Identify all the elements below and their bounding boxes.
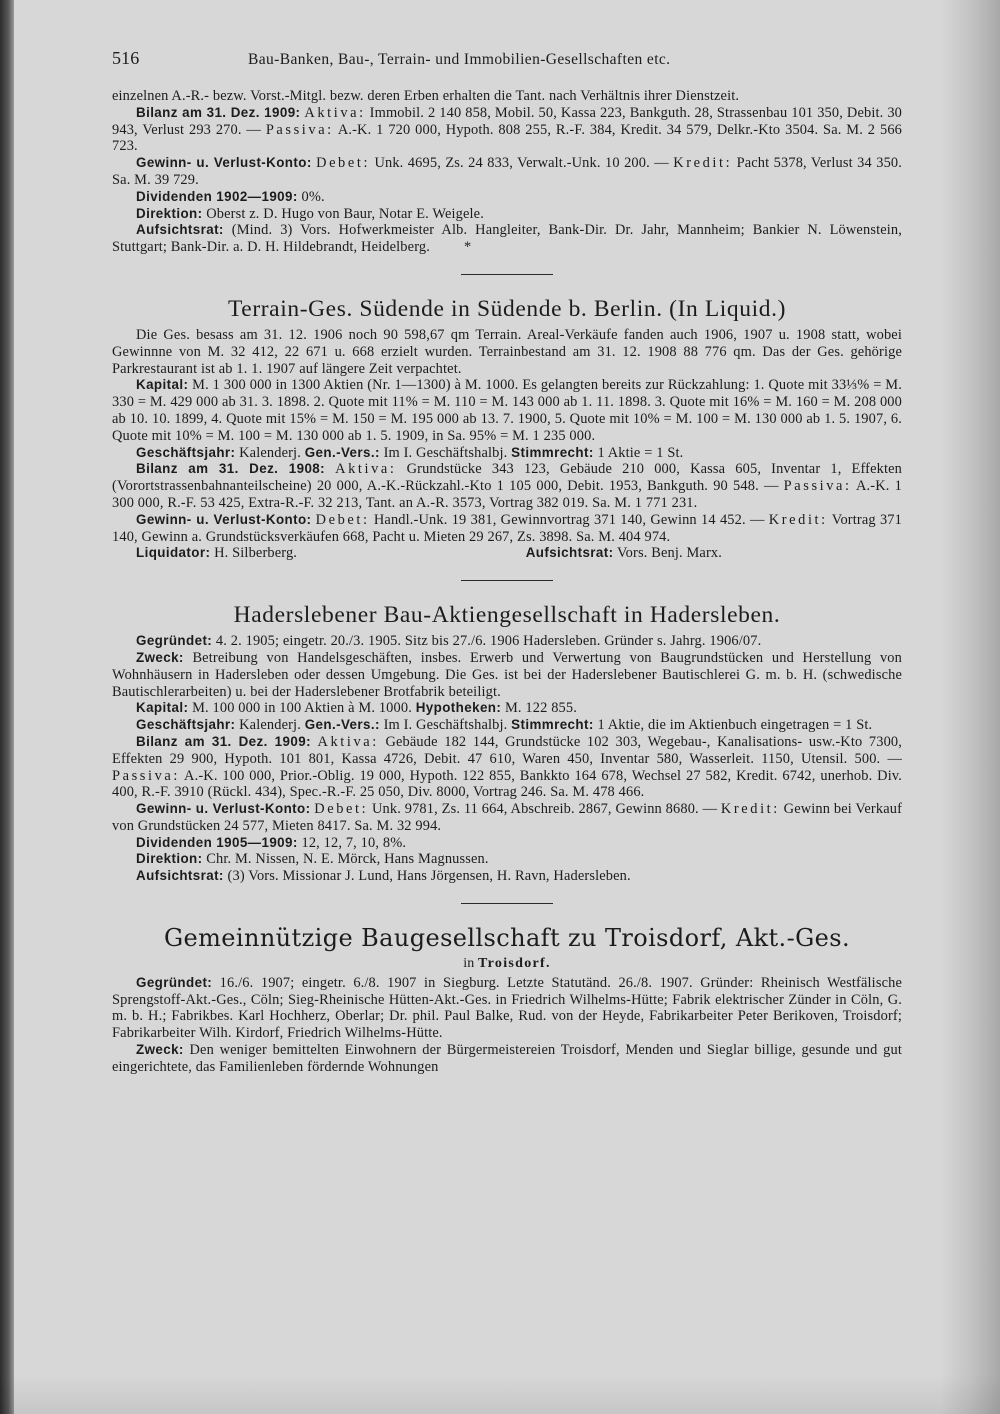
hypotheken-value: M. 122 855. [504, 700, 577, 717]
hadersleben-dividenden [112, 835, 902, 852]
aktiva-word: Aktiva: [335, 461, 397, 478]
gegruendet-label: Gegründet: [136, 974, 213, 990]
gj-label: Geschäftsjahr: [136, 444, 236, 460]
aufsichtsrat-label: Aufsichtsrat: [525, 545, 614, 561]
dividenden-label: Dividenden 1905—1909: [136, 834, 298, 850]
dividenden-value: 12, 12, 7, 10, 8%. [301, 834, 407, 851]
aktiva-values: Immobil. 2 140 858, Mobil. 50, Kassa 223, Bankguth. 28, Strassenbau 101 350, Debit. 30 943, Verlust 293 270. — [112, 104, 903, 138]
debet-values: Unk. 4695, Zs. 24 833, Verwalt.-Unk. 10 200. — [374, 155, 669, 172]
dividenden-values: 0%. [301, 188, 325, 205]
page-fold-shadow [940, 0, 1000, 1414]
bilanz-label: Bilanz am 31. Dez. 1909: [136, 104, 301, 120]
kapital-value: M. 100 000 in 100 Aktien à M. 1000. [192, 700, 412, 717]
dividenden-label: Dividenden 1902—1909: [136, 188, 298, 204]
section-title-troisdorf: Gemeinnützige Baugesellschaft zu Troisdorf, Akt.-Ges. [163, 924, 851, 953]
subtitle-place: Troisdorf. [478, 956, 551, 972]
running-title: Bau-Banken, Bau-, Terrain- und Immobilien-Gesellschaften etc. [248, 51, 671, 68]
page-number: 516 [112, 48, 140, 68]
aufsichtsrat-label: Aufsichtsrat: [136, 222, 224, 238]
direktion-label: Direktion: [136, 851, 203, 867]
terrain-footer-line [112, 545, 902, 562]
zweck-label: Zweck: [136, 1042, 184, 1058]
hypotheken-label: Hypotheken: [415, 700, 502, 716]
page-content [112, 40, 902, 1076]
kredit-values: Vortrag 371 140, Gewinn a. Grundstücksverkäufen 668, Pacht u. Mieten 29 267, Zs. 3898. Sa. M. 404 974. [112, 511, 902, 545]
kredit-values: Pacht 5378, Verlust 34 350. Sa. M. 39 729. [112, 155, 903, 188]
hadersleben-gj [112, 717, 902, 734]
intro-direktion [112, 206, 902, 223]
stimm-value: 1 Aktie = 1 St. [597, 444, 684, 461]
passiva-word: Passiva: [112, 767, 180, 784]
kapital-label: Kapital: [136, 377, 189, 393]
section-divider [461, 274, 553, 275]
passiva-word: Passiva: [265, 121, 334, 138]
subtitle-prefix: in [463, 956, 475, 972]
aufsichtsrat-value: (3) Vors. Missionar J. Lund, Hans Jörgensen, H. Ravn, Hadersleben. [227, 868, 631, 885]
direktion-label: Direktion: [136, 205, 203, 221]
guv-label: Gewinn- u. Verlust-Konto: [136, 155, 312, 171]
gj-value: Kalenderj. [239, 717, 301, 734]
passiva-values: A.-K. 100 000, Prior.-Oblig. 19 000, Hypoth. 122 855, Bankkto 164 678, Wechsel 27 582, Kredit. 6742, unerhob. Div. 400, R.-F. 3910 (Rückl. 434), Spec.-R.-F. 25 050, Div. 8000, Vortrag 246. Sa. M. 478 466. [112, 767, 903, 801]
intro-guv [112, 155, 902, 189]
gj-label: Geschäftsjahr: [136, 717, 236, 733]
section-title-hadersleben: Haderslebener Bau-Aktiengesellschaft in Hadersleben. [233, 602, 781, 629]
kredit-word: Kredit: [673, 155, 733, 172]
terrain-guv [112, 512, 902, 546]
hadersleben-zweck [112, 650, 902, 700]
passiva-values: A.-K. 1 300 000, R.-F. 53 425, Extra-R.-F. 32 213, Tant. an A.-R. 3573, Vortrag 382 019. Sa. M. 1 771 231. [112, 478, 903, 511]
debet-word: Debet: [315, 511, 370, 528]
gv-value: Im I. Geschäftshalbj. [383, 717, 508, 734]
zweck-value: Den weniger bemittelten Einwohnern der Bürgermeistereien Troisdorf, Menden und Sieglar billige, gesunde und gut eingerichtete, das Familienleben fördernde Wohnungen [112, 1042, 903, 1075]
aufsichtsrat-label: Aufsichtsrat: [136, 868, 224, 884]
kapital-label: Kapital: [136, 700, 189, 716]
stimm-label: Stimmrecht: [511, 444, 594, 460]
stimm-label: Stimmrecht: [511, 717, 594, 733]
gegruendet-value: 16./6. 1907; eingetr. 6./8. 1907 in Siegburg. Letzte Statutänd. 26./8. 1907. Gründer: Rheinisch Westfälische Sprengstoff-Akt.-Ges., Cöln; Sieg-Rheinische Hütten-Akt.-Ges. in Friedrich Wilhelms-Hütte; Fabrik elektrischer Zünder in Cöln, G. m. b. H.; Fabrikbes. Karl Hochherz, Oberlar; Dr. phil. Paul Balke, Rud. von der Heyde, Fabrikarbeiter Peter Berikoven, Troisdorf; Fabrikarbeiter Wilh. Kirdorf, Friedrich Wilhelms-Hütte. [112, 974, 902, 1042]
bilanz-label: Bilanz am 31. Dez. 1908: [136, 461, 326, 477]
page-header [112, 40, 902, 88]
terrain-kapital [112, 377, 902, 444]
intro-dividenden [112, 189, 902, 206]
gegruendet-label: Gegründet: [136, 633, 213, 649]
aufsichtsrat-values: (Mind. 3) Vors. Hofwerkmeister Alb. Hangleiter, Bank-Dir. Dr. Jahr, Mannheim; Bankier N. Löwenstein, Stuttgart; Bank-Dir. a. D. H. Hildebrandt, Heidelberg. [112, 222, 902, 256]
section-divider [461, 580, 553, 581]
star-marker: * [463, 239, 472, 256]
hadersleben-guv [112, 801, 902, 835]
guv-label: Gewinn- u. Verlust-Konto: [136, 801, 311, 817]
hadersleben-kapital [112, 700, 902, 717]
guv-label: Gewinn- u. Verlust-Konto: [136, 511, 312, 527]
liquidator [112, 545, 297, 562]
book-spine-shadow [0, 0, 14, 1414]
kredit-word: Kredit: [768, 511, 828, 528]
hadersleben-direktion [112, 851, 902, 868]
gj-value: Kalenderj. [239, 444, 301, 461]
zweck-value: Betreibung von Handelsgeschäften, insbes. Erwerb und Verwertung von Baugrundstücken und Herstellung von Wohnhäusern in Hadersleben oder dessen Umgebung. Die Ges. ist bei der Haderslebener Bautischlerei G. m. b. H. (schwedische Bautischlerarbeiten) u. bei der Haderslebener Brotfabrik beteiligt. [112, 649, 903, 700]
section-subtitle-troisdorf [112, 956, 902, 973]
page-bottom-shadow [0, 1374, 1000, 1414]
bilanz-label: Bilanz am 31. Dez. 1909: [136, 733, 311, 749]
direktion-value: Chr. M. Nissen, N. E. Mörck, Hans Magnussen. [206, 851, 489, 868]
aktiva-word: Aktiva: [317, 733, 379, 750]
passiva-word: Passiva: [783, 478, 852, 495]
section-divider [461, 903, 553, 904]
aktiva-values: Gebäude 182 144, Grundstücke 102 303, Wegebau-, Kanalisations- usw.-Kto 7300, Effekten 29 900, Hypoth. 101 801, Kassa 4726, Debit. 47 610, Waren 450, Inventar 580, Wasserleit. 1150, Utensil. 500. — [112, 733, 903, 767]
stimm-value: 1 Aktie, die im Aktienbuch eingetragen = 1 St. [597, 717, 873, 734]
kapital-values: M. 1 300 000 in 1300 Aktien (Nr. 1—1300) à M. 1000. Es gelangten bereits zur Rückzahlung: 1. Quote mit 33⅓% = M. 330 = M. 429 000 ab 31. 3. 1898. 2. Quote mit 11% = M. 110 = M. 143 000 ab 1. 11. 1898. 3. Quote mit 16% = M. 160 = M. 208 000 ab 10. 10. 1899, 4. Quote mit 15% = M. 150 = M. 195 000 ab 13. 7. 1900, 5. Quote mit 10% = M. 100 = M. 130 000 ab 1. 5. 1907, 6. Quote mit 10% = M. 100 = M. 130 000 ab 1. 5. 1909, in Sa. 95% = M. 1 235 000. [112, 377, 903, 444]
direktion-values: Oberst z. D. Hugo von Baur, Notar E. Weigele. [206, 205, 484, 222]
hadersleben-gegruendet [112, 633, 902, 650]
kredit-values: Gewinn bei Verkauf von Grundstücken 24 577, Mieten 8417. Sa. M. 32 994. [112, 801, 903, 834]
aufsichtsrat-value: Vors. Benj. Marx. [616, 545, 722, 562]
gv-label: Gen.-Vers.: [304, 444, 380, 460]
liquidator-label: Liquidator: [136, 545, 211, 561]
kredit-word: Kredit: [720, 801, 780, 818]
intro-aufsichtsrat [112, 222, 902, 256]
zweck-label: Zweck: [136, 649, 184, 665]
aktiva-values: Grundstücke 343 123, Gebäude 210 000, Kassa 605, Inventar 1, Effekten (Vorortstrassenbahnanteilscheine) 20 000, A.-K.-Rückzahl.-Kto 1 105 000, Debit. 1953, Bankguth. 90 548. — [112, 461, 903, 495]
troisdorf-gegruendet [112, 975, 902, 1042]
troisdorf-zweck [112, 1042, 902, 1076]
hadersleben-bilanz [112, 734, 902, 801]
debet-values: Handl.-Unk. 19 381, Gewinnvortrag 371 140, Gewinn 14 452. — [373, 511, 765, 528]
terrain-bilanz [112, 461, 902, 511]
intro-text: einzelnen A.-R.- bezw. Vorst.-Mitgl. bezw. deren Erben erhalten die Tant. nach Verhältnis ihrer Dienstzeit. [112, 88, 740, 104]
section-title-terrain: Terrain-Ges. Südende in Südende b. Berlin. (In Liquid.) [227, 295, 787, 322]
debet-word: Debet: [316, 155, 371, 172]
terrain-gj [112, 445, 902, 462]
aufsichtsrat [526, 545, 722, 562]
debet-values: Unk. 9781, Zs. 11 664, Abschreib. 2867, Gewinn 8680. — [371, 801, 718, 818]
gv-value: Im I. Geschäftshalbj. [383, 444, 508, 461]
gv-label: Gen.-Vers.: [304, 717, 380, 733]
debet-word: Debet: [314, 801, 369, 818]
intro-bilanz [112, 105, 902, 155]
terrain-intro: Die Ges. besass am 31. 12. 1906 noch 90 598,67 qm Terrain. Areal-Verkäufe fanden auch 1906, 1907 u. 1908 statt, wobei Gewinnne von M. 32 412, 22 671 u. 668 erzielt wurden. Terrainbestand am 31. 12. 1908 88 776 qm. Das der Ges. gehörige Parkrestaurant ist ab 1. 1. 1907 auf längere Zeit verpachtet. [112, 326, 902, 377]
passiva-values: A.-K. 1 720 000, Hypoth. 808 255, R.-F. 384, Kredit. 34 579, Delkr.-Kto 3504. Sa. M. 2 566 723. [112, 121, 903, 155]
hadersleben-aufsichtsrat [112, 868, 902, 885]
gegruendet-value: 4. 2. 1905; eingetr. 20./3. 1905. Sitz bis 27./6. 1906 Hadersleben. Gründer s. Jahrg. 1906/07. [215, 633, 762, 650]
aktiva-word: Aktiva: [304, 104, 366, 121]
liquidator-value: H. Silberberg. [214, 545, 298, 562]
